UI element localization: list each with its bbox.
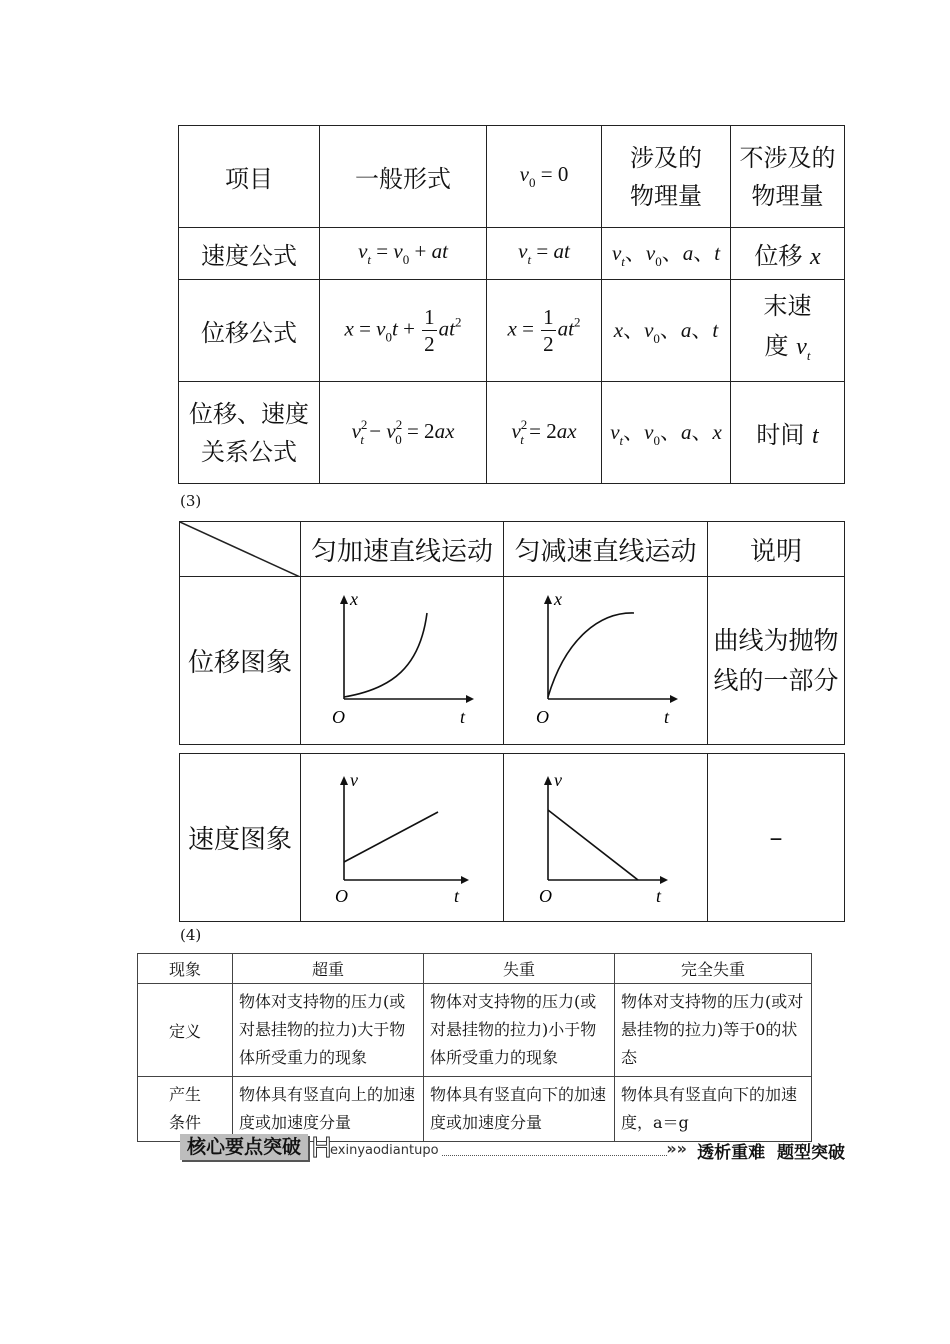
displacement-involved: x、$v_0$、a、t (602, 280, 731, 382)
weightloss-condition: 物体具有竖直向下的加速度或加速度分量 (424, 1077, 615, 1142)
origin-label: O (332, 707, 345, 727)
header-general: 一般形式 (320, 126, 487, 228)
banner-pinyin: exinyaodiantupo (330, 1143, 439, 1158)
header-accelerating: 匀加速直线运动 (301, 522, 504, 577)
velocity-not-involved: 位移 x (731, 228, 845, 280)
header-v0-zero: $v_0 = 0$ (487, 126, 602, 228)
axis-label-t: t (655, 886, 661, 906)
header-weightloss: 失重 (424, 954, 615, 984)
header-overweight: 超重 (233, 954, 424, 984)
relation-involved: $v_t$、$v_0$、a、x (602, 382, 731, 484)
section4-label: (4) (180, 926, 202, 944)
diagonal-line (180, 522, 300, 577)
overweight-condition: 物体具有竖直向上的加速度或加速度分量 (233, 1077, 424, 1142)
complete-weightloss-condition: 物体具有竖直向下的加速度，a＝g (615, 1077, 812, 1142)
header-phenomenon: 现象 (138, 954, 233, 984)
header-note: 说明 (708, 522, 845, 577)
relation-v0-zero-formula: $v^2_t = 2ax$ (487, 382, 602, 484)
banner-arrows: »» (666, 1139, 687, 1158)
header-decelerating: 匀减速直线运动 (504, 522, 708, 577)
weight-table (137, 953, 812, 1142)
axis-label-t: t (460, 707, 466, 727)
complete-weightloss-definition: 物体对支持物的压力(或对悬挂物的拉力)等于0的状态 (615, 984, 812, 1077)
banner-right-text: 透析重难 题型突破 (697, 1143, 845, 1163)
header-involved: 涉及的 物理量 (602, 126, 731, 228)
origin-label: O (535, 707, 549, 727)
velocity-v0-zero-formula: $v_t$ = at (487, 228, 602, 280)
displacement-not-involved: 末速 度 $v_t$ (731, 280, 845, 382)
section3-label: (3) (180, 492, 202, 510)
displacement-v0-zero-formula: x = $\frac{1}{2}$ $at^2$ (487, 280, 602, 382)
origin-label: O (335, 886, 348, 906)
axis-label-x: x (350, 589, 358, 609)
header-complete-weightloss: 完全失重 (615, 954, 812, 984)
motion-graph-table (179, 521, 845, 745)
banner-letter: H (311, 1131, 333, 1164)
velocity-note: – (708, 754, 845, 922)
axis-label-t: t (663, 707, 669, 727)
row-velocity-graph-label: 速度图象 (180, 754, 301, 922)
banner-title: 核心要点突破 (186, 1136, 301, 1158)
formula-table (178, 125, 845, 484)
weightloss-definition: 物体对支持物的压力(或对悬挂物的拉力)小于物体所受重力的现象 (424, 984, 615, 1077)
origin-label: O (538, 886, 552, 906)
velocity-graph-table (179, 753, 845, 922)
row-displacement-graph-label: 位移图象 (180, 577, 301, 745)
decel-displacement-graph (504, 577, 708, 745)
header-item: 项目 (179, 126, 320, 228)
overweight-definition: 物体对支持物的压力(或对悬挂物的拉力)大于物体所受重力的现象 (233, 984, 424, 1077)
relation-not-involved: 时间 t (731, 382, 845, 484)
velocity-involved: $v_t$、$v_0$、a、t (602, 228, 731, 280)
row-displacement-label: 位移公式 (179, 280, 320, 382)
axis-label-x: x (553, 589, 562, 609)
relation-general-formula: $v^2_t - v^2_0 = 2ax$ (320, 382, 487, 484)
banner-title-box (180, 1134, 308, 1160)
axis-label-v: v (350, 770, 358, 790)
diagonal-header-cell (180, 522, 301, 577)
axis-label-v: v (553, 770, 562, 790)
section-banner (180, 1133, 845, 1163)
row-velocity-label: 速度公式 (179, 228, 320, 280)
row-relation-label: 位移、速度 关系公式 (179, 382, 320, 484)
banner-dotted-line (442, 1155, 667, 1156)
velocity-general-formula: $v_t = v_0$ + at (320, 228, 487, 280)
row-condition-label: 产生条件 (138, 1077, 233, 1142)
accel-velocity-graph (301, 754, 504, 922)
accel-displacement-graph (301, 577, 504, 745)
axis-label-t: t (454, 886, 460, 906)
decel-velocity-graph (504, 754, 708, 922)
displacement-general-formula: $x = v_0t$ + $\frac{1}{2}$ $at^2$ (320, 280, 487, 382)
displacement-note: 曲线为抛物 线的一部分 (708, 577, 845, 745)
header-not-involved: 不涉及的 物理量 (731, 126, 845, 228)
row-definition-label: 定义 (138, 984, 233, 1077)
